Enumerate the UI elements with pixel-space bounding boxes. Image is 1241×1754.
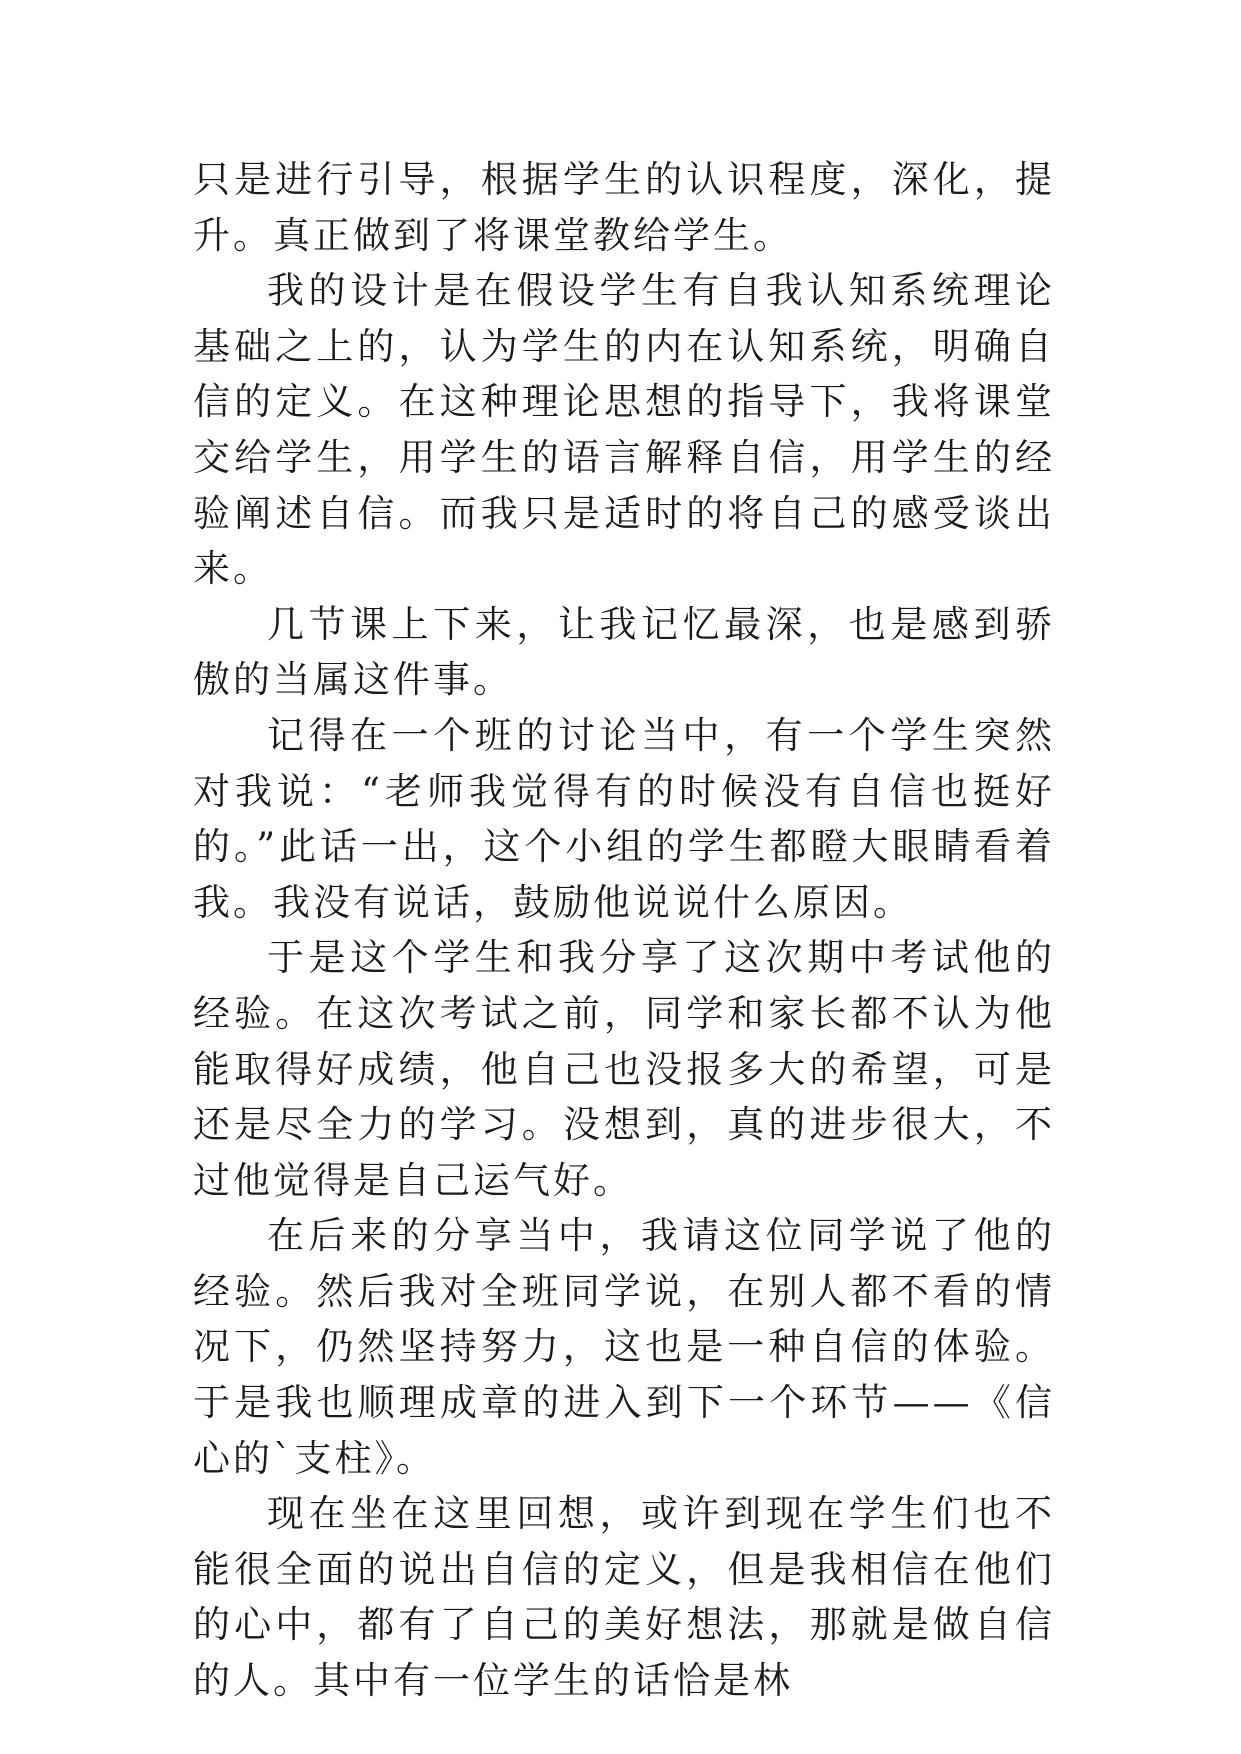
paragraph-3: 几节课上下来，让我记忆最深，也是感到骄傲的当属这件事。 <box>193 602 1055 702</box>
paragraph-4: 记得在一个班的讨论当中，有一个学生突然对我说：“老师我觉得有的时候没有自信也挺好的。”此话一出，这个小组的学生都瞪大眼睛看着我。我没有说话，鼓励他说说什么原因。 <box>193 713 1055 924</box>
body-text <box>193 152 1055 1709</box>
paragraph-2: 我的设计是在假设学生有自我认知系统理论基础之上的，认为学生的内在认知系统，明确自信的定义。在这种理论思想的指导下，我将课堂交给学生，用学生的语言解释自信，用学生的经验阐述自信。而我只是适时的将自己的感受谈出来。 <box>193 269 1055 591</box>
paragraph-5: 于是这个学生和我分享了这次期中考试他的经验。在这次考试之前，同学和家长都不认为他能取得好成绩，他自己也没报多大的希望，可是还是尽全力的学习。没想到，真的进步很大，不过他觉得是自己运气好。 <box>193 936 1055 1202</box>
paragraph-7: 现在坐在这里回想，或许到现在学生们也不能很全面的说出自信的定义，但是我相信在他们的心中，都有了自己的美好想法，那就是做自信的人。其中有一位学生的话恰是林 <box>193 1492 1055 1703</box>
paragraph-6: 在后来的分享当中，我请这位同学说了他的经验。然后我对全班同学说，在别人都不看的情况下，仍然坚持努力，这也是一种自信的体验。于是我也顺理成章的进入到下一个环节——《信心的`支柱》。 <box>193 1214 1055 1480</box>
paragraph-1: 只是进行引导，根据学生的认识程度，深化，提升。真正做到了将课堂教给学生。 <box>193 158 1055 257</box>
